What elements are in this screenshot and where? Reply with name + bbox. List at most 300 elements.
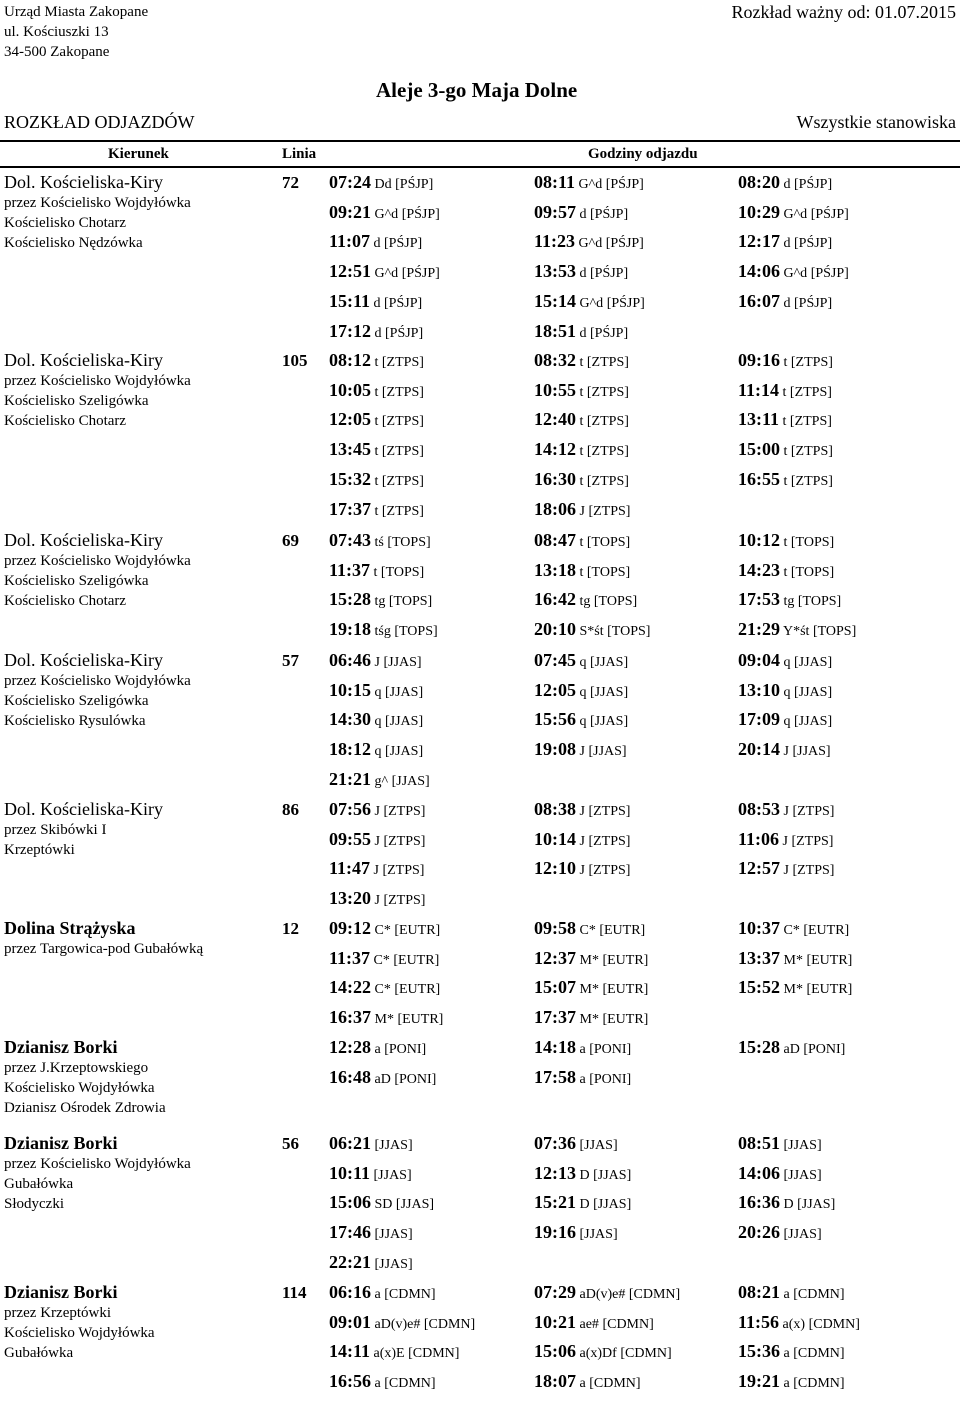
route-line-number: 105 <box>282 351 308 370</box>
departure-entry <box>329 709 423 730</box>
route-destination: Dol. Kościeliska-Kiry <box>4 350 163 370</box>
departure-marks: t <box>374 414 379 430</box>
departure-entry <box>534 948 648 969</box>
departure-entry <box>738 799 834 820</box>
operator-code: [TOPS] <box>607 624 651 640</box>
departure-entry <box>329 680 423 701</box>
departure-entry <box>534 231 644 252</box>
departure-entry <box>534 439 629 460</box>
departure-time: 19:21 <box>738 1371 780 1392</box>
route-line-number: 114 <box>282 1283 307 1302</box>
departure-time: 17:37 <box>534 1007 576 1028</box>
operator-code: [ZTPS] <box>586 355 629 370</box>
operator-code: [ZTPS] <box>586 414 629 430</box>
departure-time: 17:53 <box>738 589 780 610</box>
operator-code: [JJAS] <box>783 1138 822 1153</box>
operator-code: [PONI] <box>394 1071 437 1087</box>
departure-entry <box>329 1222 413 1243</box>
operator-code: [JJAS] <box>794 714 833 730</box>
operator-code: [ZTPS] <box>789 384 832 400</box>
departure-marks: t <box>374 503 379 519</box>
departure-marks: a <box>579 1071 586 1087</box>
departure-entry <box>738 680 832 701</box>
departure-entry <box>738 1133 822 1154</box>
departure-time: 10:15 <box>329 679 371 700</box>
departure-time: 16:48 <box>329 1066 371 1087</box>
operator-code: [CDMN] <box>423 1316 476 1332</box>
departure-entry <box>738 231 832 252</box>
operator-code: [PŚJP] <box>590 206 629 222</box>
departure-marks: Dd <box>374 177 392 192</box>
departure-entry <box>329 380 424 401</box>
departure-entry <box>329 439 424 460</box>
departure-marks: J <box>374 655 380 670</box>
departure-marks: t <box>374 384 379 400</box>
operator-code: [JJAS] <box>590 655 629 670</box>
departure-marks: a <box>374 1287 381 1302</box>
route-via-stop: przez Kościelisko Wojdyłówka <box>4 373 191 389</box>
departure-time: 10:12 <box>738 530 780 550</box>
operator-code: [TOPS] <box>380 564 425 580</box>
route-via-stop: przez Targowica-pod Gubałówką <box>4 941 204 957</box>
operator-code: [JJAS] <box>593 1197 632 1213</box>
departure-marks: a(x)E <box>373 1346 405 1362</box>
departure-time: 15:52 <box>738 977 780 998</box>
operator-code: [PŚJP] <box>385 325 424 341</box>
departure-entry <box>738 739 831 760</box>
departure-time: 10:55 <box>534 379 576 400</box>
operator-code: [EUTR] <box>394 923 441 938</box>
departure-entry <box>329 560 424 581</box>
route-via-stop: Słodyczki <box>4 1196 64 1212</box>
operator-code: [CDMN] <box>408 1346 460 1362</box>
departure-marks: J <box>374 893 380 909</box>
departure-marks: t <box>579 414 584 430</box>
departure-entry <box>534 1007 648 1028</box>
departure-entry <box>738 1371 845 1392</box>
departure-time: 08:51 <box>738 1133 780 1153</box>
departure-marks: g^ <box>374 773 389 789</box>
operator-code: [EUTR] <box>599 923 646 938</box>
operator-code: [PONI] <box>589 1042 632 1057</box>
departure-time: 16:56 <box>329 1371 371 1392</box>
departure-marks: M* <box>783 952 803 968</box>
departure-entry <box>738 202 849 223</box>
departure-time: 12:05 <box>534 679 576 700</box>
departure-entry <box>738 650 832 671</box>
departure-time: 14:06 <box>738 261 780 282</box>
departure-time: 07:36 <box>534 1133 576 1153</box>
departure-entry <box>534 918 645 939</box>
operator-code: [ZTPS] <box>381 473 424 489</box>
operator-code: [PŚJP] <box>590 325 629 341</box>
departure-entry <box>329 321 423 342</box>
departure-time: 21:21 <box>329 768 371 789</box>
operator-code: [PŚJP] <box>794 295 833 311</box>
departure-entry <box>329 1312 475 1333</box>
departure-entry <box>534 1341 672 1362</box>
departure-entry <box>738 350 833 371</box>
departure-time: 08:12 <box>329 350 371 370</box>
operator-code: [CDMN] <box>628 1287 681 1302</box>
departure-time: 13:11 <box>738 409 780 430</box>
route-via-stop: Kościelisko Chotarz <box>4 215 127 231</box>
operator-code: [EUTR] <box>393 952 440 968</box>
operator-code: [TOPS] <box>394 624 438 640</box>
departure-entry <box>329 530 431 551</box>
route-via-stop: przez Kościelisko Wojdyłówka <box>4 553 191 569</box>
operator-code: [TOPS] <box>593 594 638 610</box>
departure-marks: t <box>782 384 787 400</box>
departure-marks: a <box>374 1042 381 1057</box>
departure-entry <box>534 291 645 312</box>
departure-marks: C* <box>374 982 391 998</box>
operator-code: [TOPS] <box>586 564 631 580</box>
operator-code: [EUTR] <box>806 982 853 998</box>
departure-time: 10:05 <box>329 379 371 400</box>
operator-code: [CDMN] <box>793 1287 845 1302</box>
route-destination: Dzianisz Borki <box>4 1282 118 1302</box>
departure-entry <box>329 1252 413 1273</box>
departure-marks: a <box>783 1346 790 1362</box>
operator-code: [PŚJP] <box>590 266 629 282</box>
route-via-stop: przez Skibówki I <box>4 822 107 838</box>
departure-time: 18:12 <box>329 739 371 760</box>
operator-code: [ZTPS] <box>586 444 629 460</box>
operator-code: [EUTR] <box>602 982 649 998</box>
departure-marks: D <box>579 1197 590 1213</box>
operator-code: [JJAS] <box>590 684 629 700</box>
departure-time: 08:20 <box>738 172 780 192</box>
departure-time: 15:06 <box>329 1192 371 1213</box>
departure-entry <box>738 589 841 610</box>
operator-code: [JJAS] <box>593 1167 632 1183</box>
departure-entry <box>738 1163 822 1184</box>
operator-code: [ZTPS] <box>586 384 629 400</box>
departure-marks: d <box>783 177 791 192</box>
departure-marks: a(x) <box>782 1316 806 1332</box>
departure-time: 14:23 <box>738 559 780 580</box>
operator-code: [PŚJP] <box>794 177 833 192</box>
departure-time: 16:42 <box>534 589 576 610</box>
departure-marks: J <box>579 503 585 519</box>
departure-marks: q <box>783 684 791 700</box>
departure-time: 08:53 <box>738 799 780 819</box>
departure-time: 22:21 <box>329 1251 371 1272</box>
departure-marks: tg <box>783 594 795 610</box>
departure-time: 11:47 <box>329 858 371 879</box>
departure-entry <box>329 918 440 939</box>
operator-code: [JJAS] <box>374 1227 413 1243</box>
departure-time: 16:07 <box>738 290 780 311</box>
departure-entry <box>329 619 438 640</box>
departure-time: 16:30 <box>534 468 576 489</box>
column-header-direction: Kierunek <box>108 146 169 162</box>
operator-code: [TOPS] <box>388 594 433 610</box>
operator-code: [ZTPS] <box>381 444 424 460</box>
departure-entry <box>329 1371 436 1392</box>
departure-time: 13:37 <box>738 947 780 968</box>
departure-marks: M* <box>579 952 599 968</box>
departure-entry <box>534 1192 631 1213</box>
departure-time: 20:14 <box>738 739 780 760</box>
operator-code: [JJAS] <box>391 773 430 789</box>
operator-code: [ZTPS] <box>383 804 426 819</box>
office-street: ul. Kościuszki 13 <box>4 24 109 40</box>
departure-marks: q <box>783 714 791 730</box>
departure-time: 06:21 <box>329 1133 371 1153</box>
departure-time: 19:18 <box>329 619 371 640</box>
route-via-stop: Kościelisko Chotarz <box>4 413 127 429</box>
departure-time: 07:29 <box>534 1282 576 1302</box>
operator-code: [PŚJP] <box>401 266 440 282</box>
departure-marks: a <box>579 1376 586 1392</box>
operator-code: [ZTPS] <box>382 863 425 879</box>
departure-entry <box>534 829 630 850</box>
departure-marks: G^d <box>579 295 604 311</box>
departure-marks: J <box>783 744 789 760</box>
departure-marks: t <box>373 564 378 580</box>
departure-time: 15:32 <box>329 468 371 489</box>
operator-code: [PONI] <box>803 1042 846 1057</box>
departure-marks: t <box>579 564 584 580</box>
departure-entry <box>534 172 644 193</box>
operator-code: [TOPS] <box>586 535 631 550</box>
departure-entry <box>738 1192 835 1213</box>
operator-code: [JJAS] <box>588 744 627 760</box>
departure-time: 21:29 <box>738 619 780 640</box>
operator-code: [PŚJP] <box>606 295 645 311</box>
departure-marks: M* <box>579 1012 599 1028</box>
departure-entry <box>738 469 833 490</box>
departure-entry <box>738 530 834 551</box>
departure-entry <box>738 560 834 581</box>
departure-entry <box>738 1037 845 1058</box>
departure-entry <box>534 1312 654 1333</box>
operator-code: [JJAS] <box>783 1227 822 1243</box>
operator-code: [ZTPS] <box>789 414 832 430</box>
departure-marks: J <box>373 863 379 879</box>
departure-entry <box>329 1163 412 1184</box>
operator-code: [PONI] <box>589 1071 632 1087</box>
route-line-number: 72 <box>282 173 299 192</box>
route-line-number: 56 <box>282 1134 299 1153</box>
departure-time: 07:43 <box>329 530 371 550</box>
departure-entry <box>329 1133 413 1154</box>
operator-code: [JJAS] <box>374 1138 413 1153</box>
departure-time: 11:07 <box>329 231 371 252</box>
departure-marks: J <box>374 833 380 849</box>
departure-marks: q <box>374 684 382 700</box>
route-via-stop: Kościelisko Wojdyłówka <box>4 1325 155 1341</box>
departure-entry <box>329 977 440 998</box>
operator-code: [ZTPS] <box>383 893 426 909</box>
departure-time: 12:13 <box>534 1162 576 1183</box>
departure-entry <box>329 1037 426 1058</box>
operator-code: [JJAS] <box>794 655 833 670</box>
departure-time: 14:12 <box>534 439 576 460</box>
route-via-stop: przez Kościelisko Wojdyłówka <box>4 1156 191 1172</box>
route-via-stop: Kościelisko Szeligówka <box>4 393 149 409</box>
operator-code: [ZTPS] <box>792 804 835 819</box>
operator-code: [JJAS] <box>579 1227 618 1243</box>
departure-entry <box>738 709 832 730</box>
departure-marks: D <box>783 1197 794 1213</box>
departure-marks: t <box>579 384 584 400</box>
departure-marks: d <box>374 325 382 341</box>
departure-entry <box>534 261 628 282</box>
departure-marks: M* <box>374 1012 394 1028</box>
departure-marks: tg <box>374 594 386 610</box>
operator-code: [ZTPS] <box>588 804 631 819</box>
route-destination: Dol. Kościeliska-Kiry <box>4 530 163 550</box>
departure-marks: q <box>374 714 382 730</box>
departure-marks: q <box>579 684 587 700</box>
departure-time: 15:14 <box>534 290 576 311</box>
departure-entry <box>534 530 630 551</box>
departure-marks: t <box>374 473 379 489</box>
departure-entry <box>738 1282 845 1303</box>
departure-marks: t <box>783 535 788 550</box>
departure-time: 13:20 <box>329 888 371 909</box>
departure-entry <box>329 829 425 850</box>
route-destination: Dol. Kościeliska-Kiry <box>4 799 163 819</box>
departure-time: 15:21 <box>534 1192 576 1213</box>
departure-marks: Y*śt <box>782 624 810 640</box>
departure-marks: q <box>579 655 587 670</box>
route-via-stop: przez Kościelisko Wojdyłówka <box>4 195 191 211</box>
operator-code: [ZTPS] <box>381 355 424 370</box>
departure-time: 13:18 <box>534 559 576 580</box>
departure-time: 14:22 <box>329 977 371 998</box>
route-via-stop: Kościelisko Szeligówka <box>4 693 149 709</box>
operator-code: [PŚJP] <box>810 206 849 222</box>
departure-marks: t <box>579 355 584 370</box>
departure-time: 12:57 <box>738 858 780 879</box>
departure-time: 08:32 <box>534 350 576 370</box>
departure-marks: C* <box>579 923 596 938</box>
departure-entry <box>329 409 424 430</box>
route-via-stop: Kościelisko Chotarz <box>4 593 127 609</box>
operator-code: [EUTR] <box>602 952 649 968</box>
departure-marks: t <box>783 355 788 370</box>
route-line-number: 69 <box>282 531 299 550</box>
departure-time: 17:37 <box>329 498 371 519</box>
departure-time: 11:37 <box>329 559 371 580</box>
departure-time: 08:38 <box>534 799 576 819</box>
operator-code: [ZTPS] <box>588 863 631 879</box>
departure-entry <box>534 589 637 610</box>
departure-time: 14:30 <box>329 709 371 730</box>
departure-time: 18:07 <box>534 1371 576 1392</box>
departure-entry <box>329 739 423 760</box>
operator-code: [ZTPS] <box>790 473 833 489</box>
operator-code: [CDMN] <box>602 1316 654 1332</box>
departure-entry <box>534 709 628 730</box>
departure-entry <box>329 888 425 909</box>
departure-entry <box>329 1007 443 1028</box>
route-line-number: 57 <box>282 651 299 670</box>
departure-marks: S*śt <box>579 624 604 640</box>
route-destination: Dzianisz Borki <box>4 1037 118 1057</box>
departure-time: 13:10 <box>738 679 780 700</box>
departure-marks: G^d <box>578 177 603 192</box>
departure-time: 19:16 <box>534 1222 576 1243</box>
departure-entry <box>534 1222 618 1243</box>
departure-entry <box>534 799 630 820</box>
departure-entry <box>534 1282 680 1303</box>
departure-entry <box>329 291 422 312</box>
departure-entry <box>329 1192 434 1213</box>
departure-entry <box>534 350 629 371</box>
route-destination: Dzianisz Borki <box>4 1133 118 1153</box>
departure-entry <box>534 977 648 998</box>
departure-time: 15:06 <box>534 1341 576 1362</box>
departure-entry <box>738 619 856 640</box>
departure-marks: tś <box>374 535 384 550</box>
route-destination: Dolina Strążyska <box>4 918 136 938</box>
operator-code: [EUTR] <box>803 923 850 938</box>
column-header-line: Linia <box>282 146 317 162</box>
departure-marks: C* <box>374 923 391 938</box>
operator-code: [PŚJP] <box>605 177 644 192</box>
operator-code: [ZTPS] <box>381 503 424 519</box>
operator-code: [CDMN] <box>620 1346 672 1362</box>
departure-time: 09:12 <box>329 918 371 938</box>
operator-code: [CDMN] <box>808 1316 860 1332</box>
departure-time: 12:28 <box>329 1037 371 1057</box>
route-via-stop: Kościelisko Szeligówka <box>4 573 149 589</box>
operator-code: [ZTPS] <box>586 473 629 489</box>
departure-marks: D <box>579 1167 590 1183</box>
departure-entry <box>534 469 629 490</box>
departure-entry <box>329 172 433 193</box>
departure-time: 17:58 <box>534 1066 576 1087</box>
departure-time: 15:28 <box>738 1037 780 1057</box>
departure-entry <box>738 1312 860 1333</box>
operator-code: [CDMN] <box>384 1376 436 1392</box>
header-divider <box>0 140 960 142</box>
departure-marks: J <box>579 863 585 879</box>
route-via-stop: Kościelisko Wojdyłówka <box>4 1080 155 1096</box>
departure-time: 08:21 <box>738 1282 780 1302</box>
departure-time: 09:57 <box>534 201 576 222</box>
route-line-number: 86 <box>282 800 299 819</box>
route-via-stop: przez Kościelisko Wojdyłówka <box>4 673 191 689</box>
route-destination: Dol. Kościeliska-Kiry <box>4 172 163 192</box>
operator-code: [TOPS] <box>387 535 431 550</box>
operator-code: [CDMN] <box>793 1346 845 1362</box>
departure-marks: q <box>783 655 791 670</box>
operator-code: [CDMN] <box>793 1376 845 1392</box>
departure-marks: J <box>579 833 585 849</box>
route-via-stop: Gubałówka <box>4 1345 74 1361</box>
departure-time: 07:56 <box>329 799 371 819</box>
office-city: 34-500 Zakopane <box>4 44 110 60</box>
departure-time: 06:46 <box>329 650 371 670</box>
departure-marks: t <box>782 414 787 430</box>
operator-code: [JJAS] <box>797 1197 836 1213</box>
departure-marks: t <box>374 355 379 370</box>
departure-time: 09:58 <box>534 918 576 938</box>
departure-entry <box>329 231 422 252</box>
departure-entry <box>329 1341 459 1362</box>
departure-marks: J <box>783 804 789 819</box>
departure-entry <box>329 650 422 671</box>
departure-entry <box>534 380 629 401</box>
valid-from-date: Rozkład ważny od: 01.07.2015 <box>731 2 956 22</box>
departure-time: 14:18 <box>534 1037 576 1057</box>
